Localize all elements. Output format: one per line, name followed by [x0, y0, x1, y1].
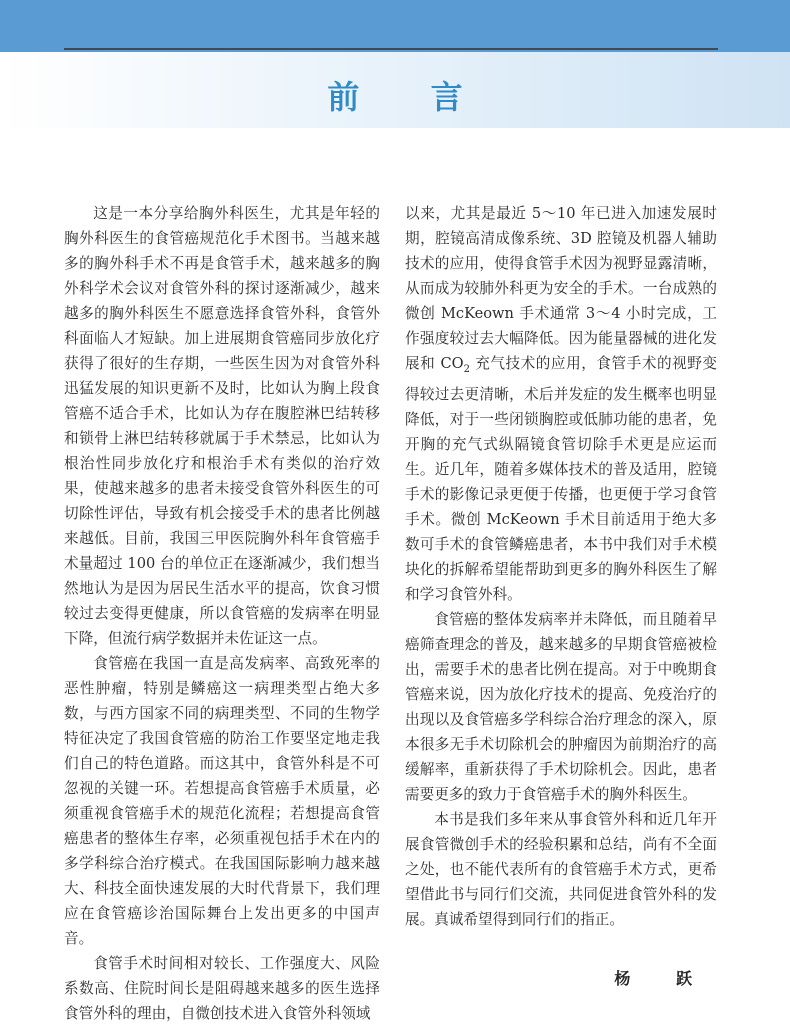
paragraph-1: 这是一本分享给胸外科医生，尤其是年轻的胸外科医生的食管癌规范化手术图书。当越来越多的胸外科手术不再是食管手术，越来越多的胸外科学术会议对食管外科的探讨逐渐减少，越来越多的胸外科医生不愿意选择食管外科，食管外科面临人才短缺。加上进展期食管癌同步放化疗获得了很好的生存期，一些医生因为对食管外科迅猛发展的知识更新不及时，比如认为胸上段食管癌不适合手术，比如认为存在腹腔淋巴结转移和锁骨上淋巴结转移就属于手术禁忌，比如认为根治性同步放化疗和根治手术有类似的治疗效果，使越来越多的患者未接受食管外科医生的可切除性评估，导致有机会接受手术的患者比例越来越低。目前，我国三甲医院胸外科年食管癌手术量超过 100 台的单位正在逐渐减少，我们想当然地认为是因为居民生活水平的提高，饮食习惯较过去变得更健康，所以食管癌的发病率在明显下降，但流行病学数据并未佐证这一点。 — [64, 205, 380, 647]
left-column — [64, 201, 380, 1026]
paragraph-3-continued — [405, 201, 717, 607]
paragraph-5: 本书是我们多年来从事食管外科和近几年开展食管微创手术的经验积累和总结，尚有不全面之处，也不能代表所有的食管癌手术方式，更希望借此书与同行们交流，共同促进食管外科的发展。真诚希望得到同行们的指正。 — [405, 810, 717, 928]
paragraph-3-part-a: 以来，尤其是最近 5～10 年已进入加速发展时期，腔镜高清成像系统、3D 腔镜及机器人辅助技术的应用，使得食管手术因为视野显露清晰，从而成为较肺外科更为安全的手术。一台成熟的微创 McKeown 手术通常 3～4 小时完成，工作强度较过去大幅降低。因为能量器械的进化发展和 CO — [405, 205, 717, 372]
author-signature: 杨 跃 — [614, 969, 712, 988]
header-band — [0, 0, 790, 52]
right-column — [405, 201, 717, 932]
paragraph-4: 食管癌的整体发病率并未降低，而且随着早癌筛查理念的普及，越来越多的早期食管癌被检出，需要手术的患者比例在提高。对于中晚期食管癌来说，因为放化疗技术的提高、免疫治疗的出现以及食管癌多学科综合治疗理念的深入，原本很多无手术切除机会的肿瘤因为前期治疗的高缓解率，重新获得了手术切除机会。因此，患者需要更多的致力于食管癌手术的胸外科医生。 — [405, 610, 717, 803]
co2-subscript: 2 — [463, 363, 470, 375]
paragraph-2: 食管癌在我国一直是高发病率、高致死率的恶性肿瘤，特别是鳞癌这一病理类型占绝大多数，与西方国家不同的病理类型、不同的生物学特征决定了我国食管癌的防治工作要坚定地走我们自己的特色道路。而这其中，食管外科是不可忽视的关键一环。若想提高食管癌手术质量，必须重视食管癌手术的规范化流程；若想提高食管癌患者的整体生存率，必须重视包括手术在内的多学科综合治疗模式。在我国国际影响力越来越大、科技全面快速发展的大时代背景下，我们理应在食管癌诊治国际舞台上发出更多的中国声音。 — [64, 655, 380, 947]
page-title: 前 言 — [327, 78, 493, 116]
header-rule — [64, 48, 718, 50]
paragraph-3: 食管手术时间相对较长、工作强度大、风险系数高、住院时间长是阻碍越来越多的医生选择食管外科的理由，自微创技术进入食管外科领域 — [64, 955, 380, 1022]
paragraph-3-part-b: 充气技术的应用，食管手术的视野变得较过去更清晰，术后并发症的发生概率也明显降低，对于一些闭锁胸腔或低肺功能的患者，免开胸的充气式纵隔镜食管切除手术更是应运而生。近几年，随着多媒体技术的普及适用，腔镜手术的影像记录更便于传播，也更便于学习食管手术。微创 McKeown 手术目前适用于绝大多数可手术的食管鳞癌患者，本书中我们对手术模块化的拆解希望能帮助到更多的胸外科医生了解和学习食管外科。 — [405, 355, 717, 603]
